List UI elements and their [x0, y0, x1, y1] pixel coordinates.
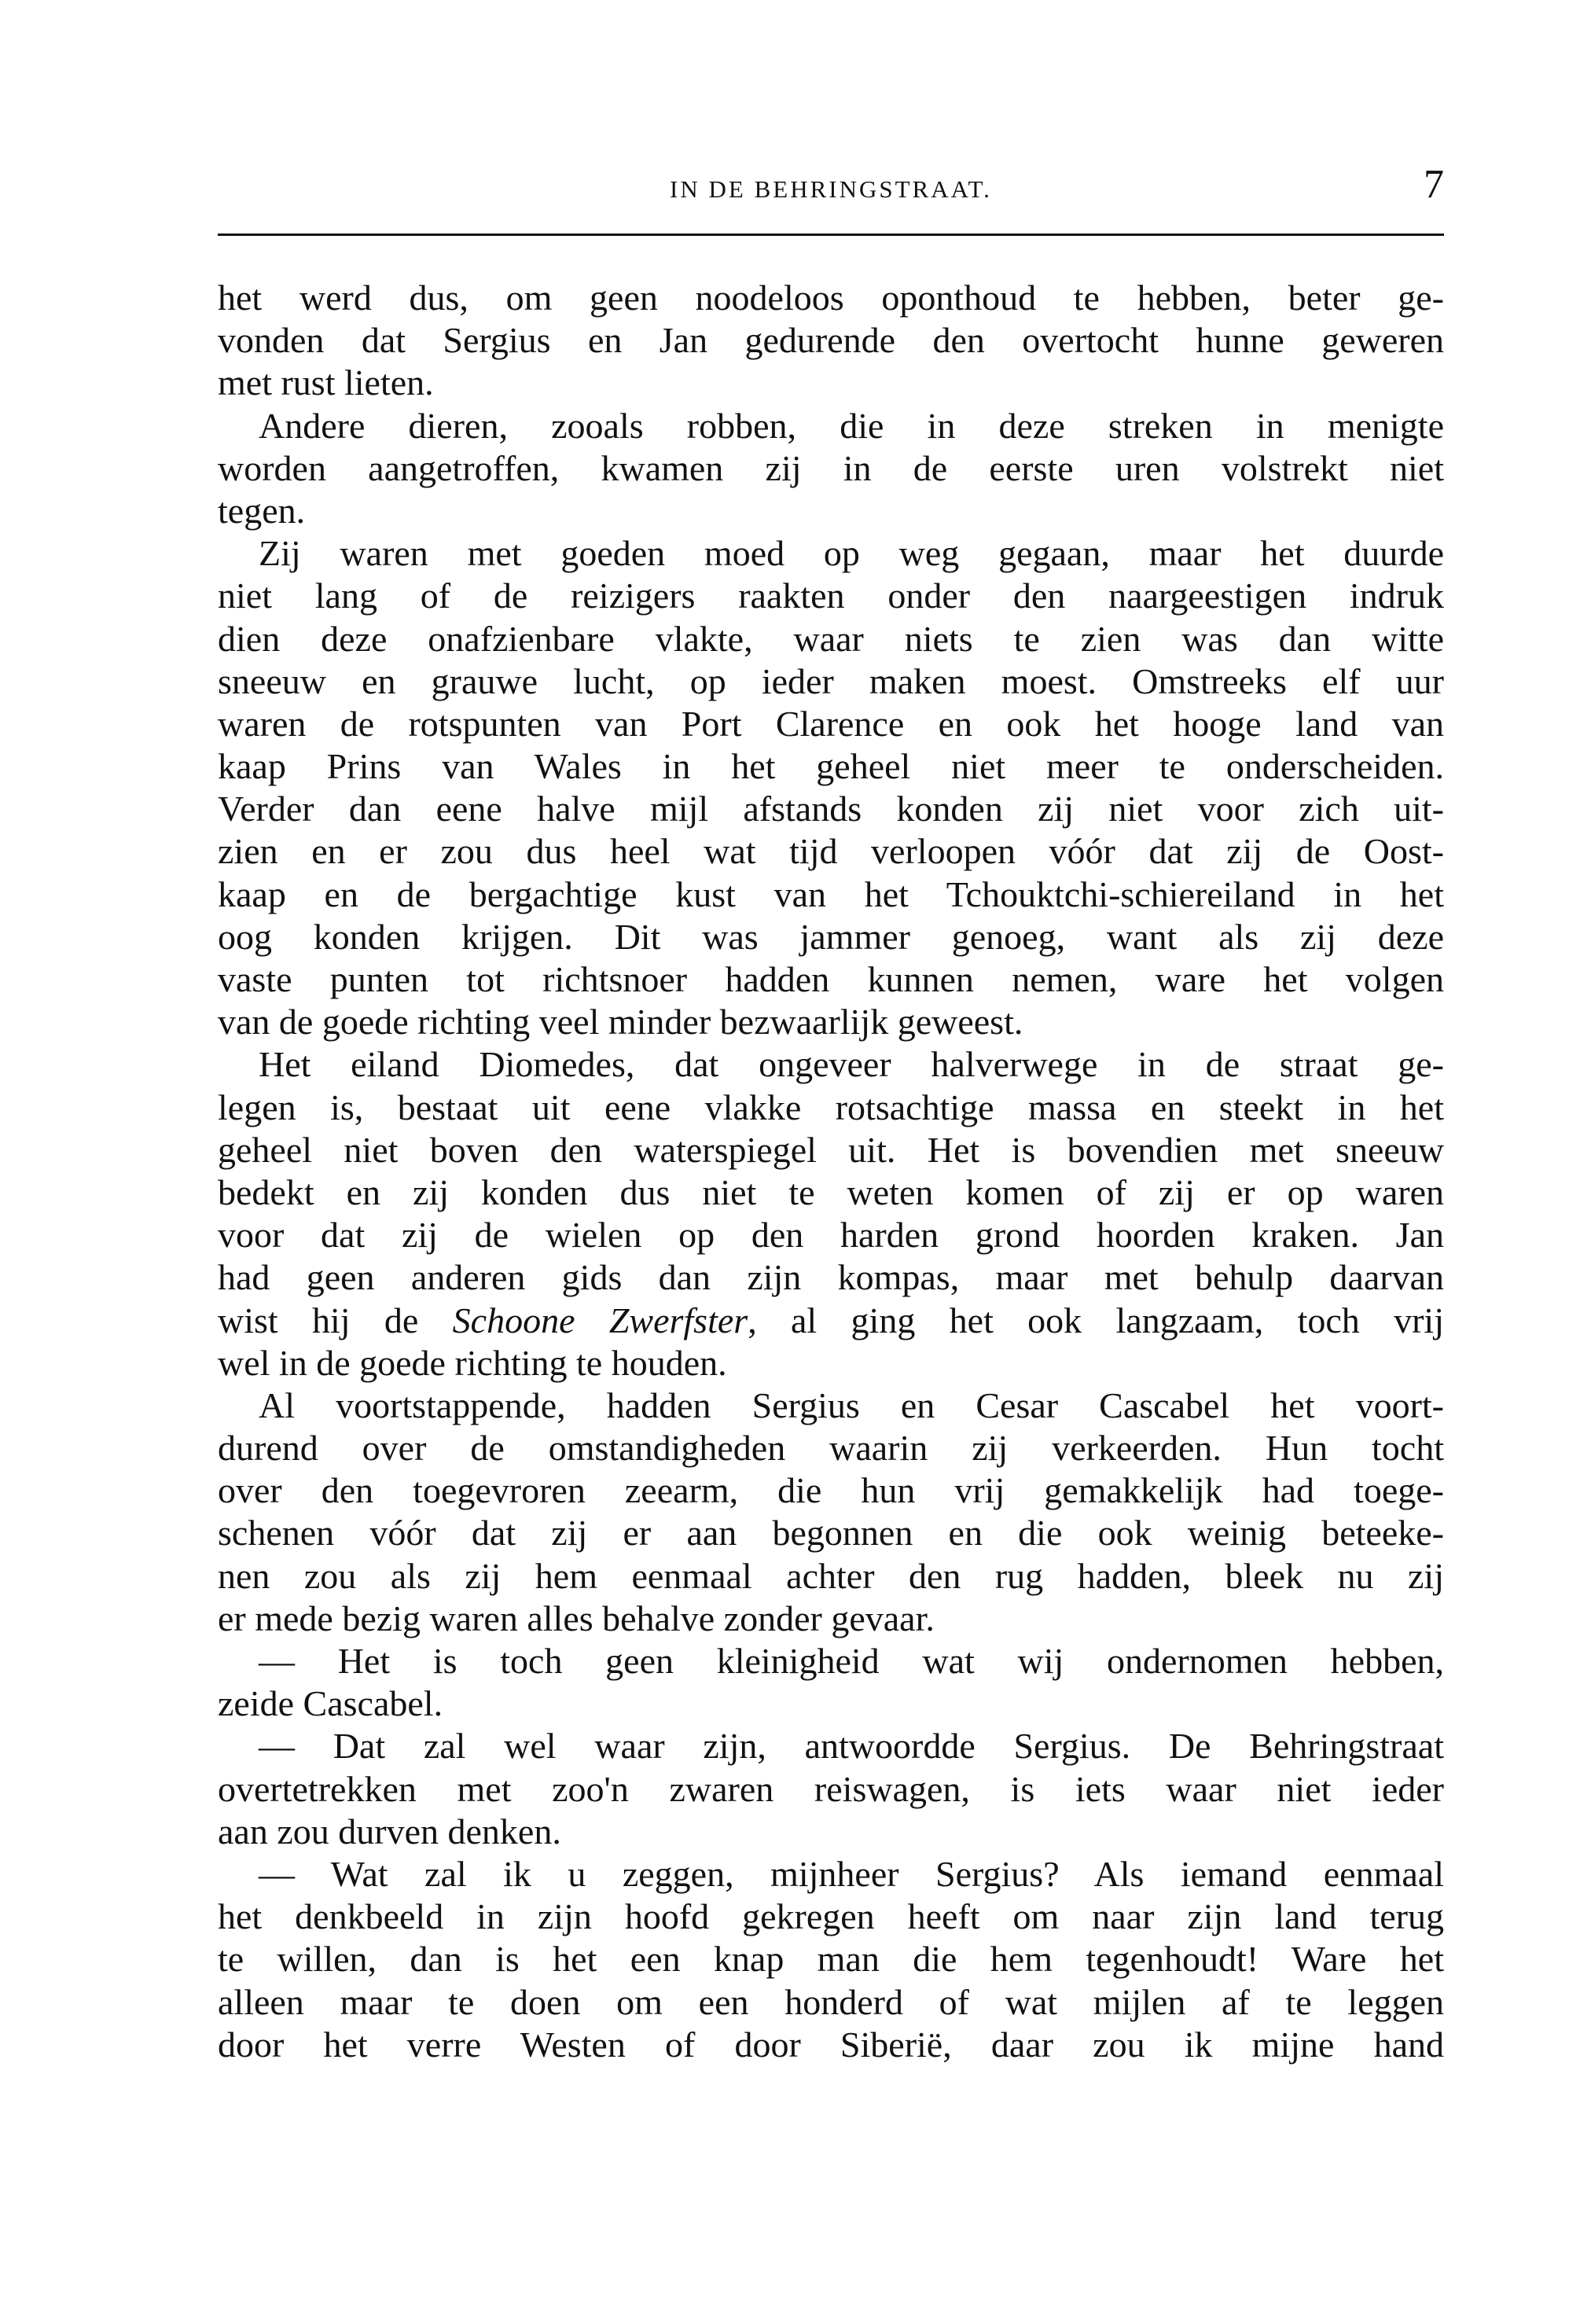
text-line: zeide Cascabel.: [218, 1683, 443, 1724]
page-header: [218, 161, 1444, 208]
text-line: het werd dus, om geen noodeloos oponthoud te hebben, beter ge-: [218, 278, 1444, 318]
text-line: waren de rotspunten van Port Clarence en ook het hooge land van: [218, 703, 1444, 744]
text-line: vonden dat Sergius en Jan gedurende den overtocht hunne geweren: [218, 320, 1444, 361]
text-line: met rust lieten.: [218, 362, 434, 403]
text-line: vaste punten tot richtsnoer hadden kunnen nemen, ware het volgen: [218, 959, 1444, 999]
text-line: geheel niet boven den waterspiegel uit. Het is bovendien met sneeuw: [218, 1129, 1444, 1170]
text-line: — Het is toch geen kleinigheid wat wij ondernomen hebben,: [259, 1641, 1444, 1681]
text-line: Andere dieren, zooals robben, die in deze streken in menigte: [259, 405, 1444, 446]
text-line: voor dat zij de wielen op den harden grond hoorden kraken. Jan: [218, 1215, 1444, 1256]
text-line: aan zou durven denken.: [218, 1811, 561, 1851]
text-line: er mede bezig waren alles behalve zonder gevaar.: [218, 1598, 935, 1638]
text-line: Het eiland Diomedes, dat ongeveer halverwege in de straat ge-: [259, 1044, 1444, 1085]
text-line: oog konden krijgen. Dit was jammer genoeg, want als zij deze: [218, 916, 1444, 957]
body-text: [218, 277, 1444, 2066]
text-line: door het verre Westen of door Siberië, daar zou ik mijne hand: [218, 2024, 1444, 2065]
text-line: nen zou als zij hem eenmaal achter den rug hadden, bleek nu zij: [218, 1555, 1444, 1596]
text-line: tegen.: [218, 490, 306, 531]
text-line: kaap en de bergachtige kust van het Tchouktchi-schiereiland in het: [218, 873, 1444, 914]
text-line: bedekt en zij konden dus niet te weten komen of zij er op waren: [218, 1171, 1444, 1212]
text-line: — Wat zal ik u zeggen, mijnheer Sergius? Als iemand eenmaal: [259, 1853, 1444, 1894]
page-number: 7: [1424, 162, 1444, 207]
text-line: had geen anderen gids dan zijn kompas, maar met behulp daarvan: [218, 1257, 1444, 1298]
text-line: worden aangetroffen, kwamen zij in de eerste uren volstrekt niet: [218, 447, 1444, 488]
header-rule: [218, 234, 1444, 236]
text-line: schenen vóór dat zij er aan begonnen en die ook weinig beteeke-: [218, 1513, 1444, 1554]
text-line: niet lang of de reizigers raakten onder den naargeestigen indruk: [218, 575, 1444, 616]
text-line: over den toegevroren zeearm, die hun vrij gemakkelijk had toege-: [218, 1470, 1444, 1511]
text-line: Al voortstappende, hadden Sergius en Cesar Cascabel het voort-: [259, 1384, 1444, 1425]
text-line: het denkbeeld in zijn hoofd gekregen heeft om naar zijn land terug: [218, 1896, 1444, 1937]
text-line: sneeuw en grauwe lucht, op ieder maken moest. Omstreeks elf uur: [218, 660, 1444, 701]
text-line: durend over de omstandigheden waarin zij verkeerden. Hun tocht: [218, 1428, 1444, 1469]
text-line: te willen, dan is het een knap man die hem tegenhoudt! Ware het: [218, 1939, 1444, 1980]
text-line: dien deze onafzienbare vlakte, waar niets te zien was dan witte: [218, 618, 1444, 659]
text-line: alleen maar te doen om een honderd of wat mijlen af te leggen: [218, 1981, 1444, 2022]
text-line: wel in de goede richting te houden.: [218, 1342, 727, 1383]
text-line: wist hij de Schoone Zwerfster, al ging het ook langzaam, toch vrij: [218, 1300, 1444, 1340]
text-line: overtetrekken met zoo'n zwaren reiswagen, is iets waar niet ieder: [218, 1768, 1444, 1809]
text-line: Verder dan eene halve mijl afstands konden zij niet voor zich uit-: [218, 789, 1444, 829]
running-title: IN DE BEHRINGSTRAAT.: [670, 175, 992, 203]
text-line: legen is, bestaat uit eene vlakke rotsachtige massa en steekt in het: [218, 1087, 1444, 1127]
text-line: van de goede richting veel minder bezwaarlijk geweest.: [218, 1002, 1023, 1042]
text-line: Zij waren met goeden moed op weg gegaan, maar het duurde: [259, 533, 1444, 574]
text-line: zien en er zou dus heel wat tijd verloopen vóór dat zij de Oost-: [218, 831, 1444, 872]
text-line: kaap Prins van Wales in het geheel niet meer te onderscheiden.: [218, 746, 1444, 787]
text-line: — Dat zal wel waar zijn, antwoordde Sergius. De Behringstraat: [259, 1726, 1444, 1767]
